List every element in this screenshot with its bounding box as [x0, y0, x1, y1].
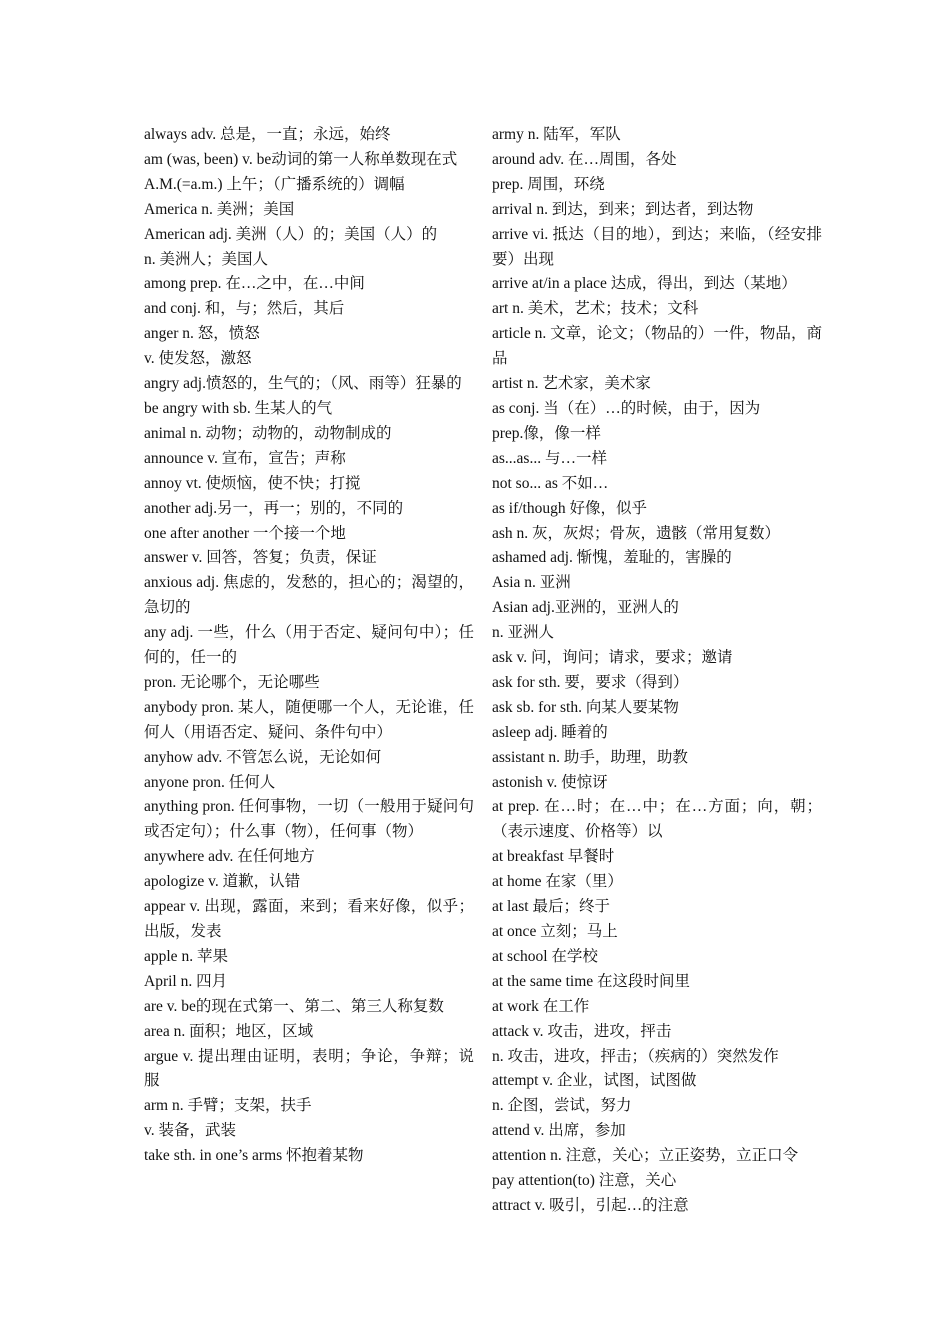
dictionary-entry: anyone pron. 任何人	[144, 773, 276, 791]
dictionary-entry: n. 企图，尝试，努力	[492, 1097, 632, 1115]
dictionary-entry: prep. 周围，环绕	[492, 175, 605, 193]
dictionary-entry: and conj. 和，与；然后，其后	[144, 300, 345, 318]
dictionary-entry: ask sb. for sth. 向某人要某物	[492, 698, 679, 716]
dictionary-entry: America n. 美洲；美国	[144, 200, 295, 218]
dictionary-entry: anywhere adv. 在任何地方	[144, 848, 315, 866]
dictionary-entry: take sth. in one’s arms 怀抱着某物	[144, 1147, 364, 1165]
dictionary-entry: American adj. 美洲（人）的；美国（人）的	[144, 225, 438, 243]
dictionary-entry: another adj.另一，再一；别的，不同的	[144, 499, 404, 517]
dictionary-entry: angry adj.愤怒的，生气的；（风、雨等）狂暴的	[144, 375, 462, 393]
dictionary-entry: n. 攻击，进攻，抨击；（疾病的）突然发作	[492, 1047, 779, 1065]
dictionary-entry: anybody pron. 某人，随便哪一个人，无论谁，任何人（用语否定、疑问、条件句中）	[144, 698, 474, 741]
dictionary-entry: arrive at/in a place 达成，得出，到达（某地）	[492, 275, 797, 293]
dictionary-entry: anxious adj. 焦虑的，发愁的，担心的；渴望的，急切的	[144, 574, 474, 617]
dictionary-entry: attend v. 出席，参加	[492, 1122, 626, 1140]
dictionary-entry: army n. 陆军，军队	[492, 126, 621, 143]
dictionary-entry: be angry with sb. 生某人的气	[144, 399, 333, 417]
dictionary-entry: n. 美洲人；美国人	[144, 250, 269, 268]
dictionary-entry: not so... as 不如…	[492, 474, 609, 492]
dictionary-entry: arrival n. 到达，到来；到达者，到达物	[492, 200, 754, 218]
dictionary-entry: always adv. 总是，一直；永远，始终	[144, 126, 391, 143]
dictionary-entry: one after another 一个接一个地	[144, 524, 346, 542]
dictionary-entry: prep.像，像一样	[492, 424, 601, 442]
dictionary-entry: n. 亚洲人	[492, 624, 555, 642]
dictionary-entry: apple n. 苹果	[144, 947, 228, 965]
dictionary-entry: any adj. 一些，什么（用于否定、疑问句中）；任何的，任一的	[144, 624, 474, 667]
dictionary-entry: as if/though 好像，似乎	[492, 499, 647, 517]
dictionary-entry: annoy vt. 使烦恼，使不快；打搅	[144, 474, 361, 492]
dictionary-entry: area n. 面积；地区，区域	[144, 1022, 314, 1040]
dictionary-entry: artist n. 艺术家，美术家	[492, 375, 651, 393]
dictionary-entry: at school 在学校	[492, 947, 598, 965]
dictionary-entry: anything pron. 任何事物，一切（一般用于疑问句或否定句）；什么事（物），任何事（物）	[144, 798, 474, 841]
dictionary-entry: v. 装备，武装	[144, 1122, 236, 1140]
dictionary-entry: attention n. 注意，关心；立正姿势，立正口令	[492, 1147, 799, 1165]
dictionary-entry: v. 使发怒，激怒	[144, 350, 252, 368]
dictionary-entry: anger n. 怒，愤怒	[144, 325, 260, 343]
dictionary-entry: pron. 无论哪个，无论哪些	[144, 673, 320, 691]
dictionary-entry: attempt v. 企业，试图，试图做	[492, 1072, 697, 1090]
vocab-column-right	[492, 123, 822, 1219]
dictionary-entry: argue v. 提出理由证明，表明；争论，争辩；说服	[144, 1047, 474, 1090]
vocab-column-left	[144, 123, 474, 1169]
dictionary-entry: at work 在工作	[492, 997, 590, 1015]
dictionary-entry: at prep. 在…时；在…中；在…方面；向，朝；（表示速度、价格等）以	[492, 798, 822, 841]
dictionary-entry: ashamed adj. 惭愧，羞耻的，害臊的	[492, 549, 732, 567]
dictionary-entry: asleep adj. 睡着的	[492, 723, 608, 741]
dictionary-entry: answer v. 回答，答复；负责，保证	[144, 549, 377, 567]
dictionary-entry: article n. 文章，论文；（物品的）一件，物品，商品	[492, 325, 822, 368]
dictionary-entry: among prep. 在…之中，在…中间	[144, 275, 365, 293]
dictionary-entry: animal n. 动物；动物的，动物制成的	[144, 424, 392, 442]
dictionary-entry: art n. 美术，艺术；技术；文科	[492, 300, 699, 318]
dictionary-entry: April n. 四月	[144, 972, 228, 990]
dictionary-entry: at the same time 在这段时间里	[492, 972, 691, 990]
dictionary-entry: attract v. 吸引，引起…的注意	[492, 1196, 689, 1214]
dictionary-entry: pay attention(to) 注意，关心	[492, 1172, 677, 1190]
dictionary-entry: anyhow adv. 不管怎么说，无论如何	[144, 748, 382, 766]
dictionary-entry: A.M.(=a.m.) 上午；（广播系统的）调幅	[144, 175, 405, 193]
dictionary-entry: ash n. 灰，灰烬；骨灰，遗骸（常用复数）	[492, 524, 781, 542]
dictionary-entry: assistant n. 助手，助理，助教	[492, 748, 688, 766]
dictionary-entry: at once 立刻；马上	[492, 923, 618, 940]
dictionary-entry: apologize v. 道歉，认错	[144, 873, 301, 891]
dictionary-entry: Asian adj.亚洲的，亚洲人的	[492, 599, 679, 617]
dictionary-entry: astonish v. 使惊讶	[492, 773, 608, 791]
dictionary-entry: arm n. 手臂；支架，扶手	[144, 1097, 312, 1115]
dictionary-entry: attack v. 攻击，进攻，抨击	[492, 1022, 672, 1040]
dictionary-entry: arrive vi. 抵达（目的地），到达；来临，（经安排要）出现	[492, 225, 822, 268]
dictionary-entry: as...as... 与…一样	[492, 449, 607, 467]
dictionary-entry: around adv. 在…周围，各处	[492, 150, 677, 168]
dictionary-entry: are v. be的现在式第一、第二、第三人称复数	[144, 997, 444, 1015]
dictionary-entry: ask for sth. 要，要求（得到）	[492, 673, 689, 691]
dictionary-entry: Asia n. 亚洲	[492, 574, 571, 592]
dictionary-entry: at last 最后；终于	[492, 898, 610, 916]
dictionary-entry: appear v. 出现，露面，来到；看来好像，似乎；出版，发表	[144, 898, 474, 940]
dictionary-entry: ask v. 问，询问；请求，要求；邀请	[492, 649, 733, 667]
dictionary-entry: at breakfast 早餐时	[492, 848, 615, 866]
dictionary-entry: am (was, been) v. be动词的第一人称单数现在式	[144, 150, 458, 168]
dictionary-entry: at home 在家（里）	[492, 873, 623, 891]
dictionary-entry: announce v. 宣布，宣告；声称	[144, 449, 346, 467]
dictionary-entry: as conj. 当（在）…的时候，由于，因为	[492, 399, 761, 417]
